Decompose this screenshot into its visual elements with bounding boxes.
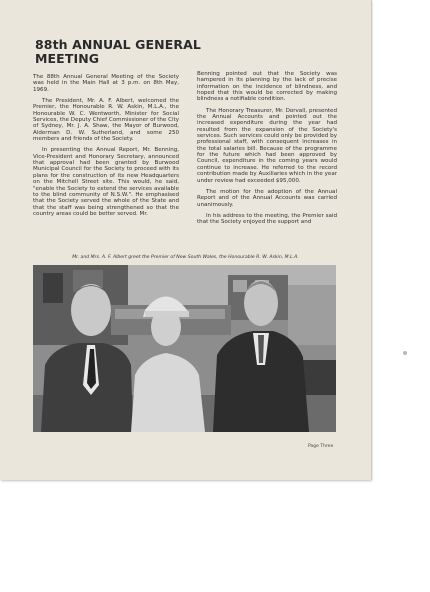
paragraph: In his address to the meeting, the Premier said that the Society enjoyed the support and: [197, 212, 337, 226]
title-line-2: MEETING: [35, 51, 100, 66]
paragraph: The 88th Annual General Meeting of the Society was held in the Main Hall at 3 p.m. on 8th May, 1969.: [33, 74, 179, 93]
paragraph: The Honorary Treasurer, Mr. Dorvall, presented the Annual Accounts and pointed out the increased expenditure during the year had resulted from the expansion of the Society's services. Such services could only be provided by professional staff, with consequent increases in the total salaries bill. Because of the programme for the future which had been approved by Council, expenditure in the coming years would continue to increase. He referred to the record contribution made by Auxiliaries which in the year under review had exceeded $95,000.: [197, 107, 337, 184]
page-number: Page Three: [308, 444, 334, 449]
paragraph: The President, Mr. A. F. Albert, welcomed the Premier, the Honourable R. W. Askin, M.L.A., the Honourable W. C. Wentworth, Minister for Social Services, the Deputy Chief Commissioner of the City of Sydney, Mr. J. A. Shaw, the Mayor of Burwood, Alderman D. W. Sutherland, and some 250 members and friends of the Society.: [33, 98, 179, 143]
right-column: [197, 71, 337, 231]
left-column: [33, 74, 179, 222]
photograph: [33, 265, 336, 432]
paragraph: Benning pointed out that the Society was hampered in its planning by the lack of precise information on the incidence of blindness, and hoped that this would be corrected by making blindness a notifiable condition.: [197, 71, 337, 103]
photo-caption: Mr. and Mrs. A. F. Albert greet the Premier of New South Wales, the Honourable R. W. Askin, M.L.A.: [72, 255, 299, 260]
paragraph: In presenting the Annual Report, Mr. Benning, Vice-President and Honorary Secretary, announced that approval had been granted by Burwood Municipal Council for the Society to proceed with its plans for the construction of its new Headquarters on the Mitchell Street site. This would, he said, "enable the Society to extend the services available to the blind community of N.S.W.". He emphasised that the Society served the whole of the State and that the staff was being strengthened so that the country areas could be better served. Mr.: [33, 147, 179, 217]
article-title: [35, 38, 215, 66]
scan-speck: [403, 351, 407, 355]
photo-illustration: [33, 265, 336, 432]
page-edge: [371, 0, 372, 480]
title-line-1: 88th ANNUAL GENERAL: [35, 37, 201, 52]
paragraph: The motion for the adoption of the Annual Report and of the Annual Accounts was carried unanimously.: [197, 188, 337, 208]
